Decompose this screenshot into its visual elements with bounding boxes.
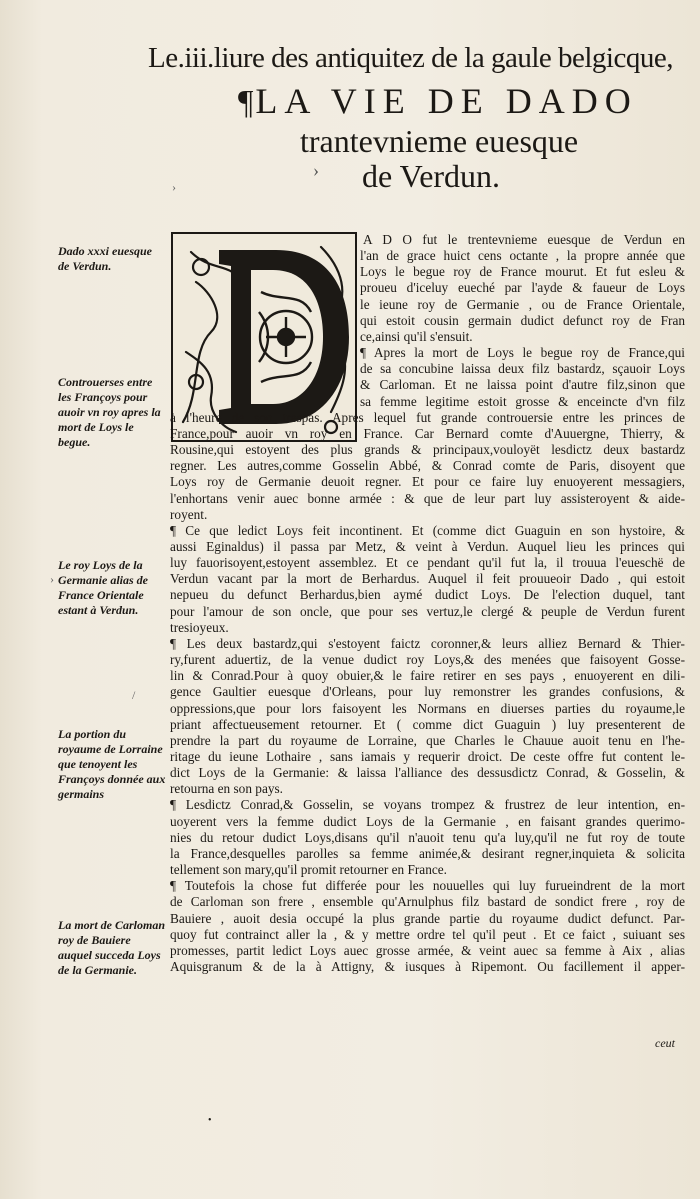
text-line: royent.	[170, 506, 208, 522]
text-line: aussi Eginaldus) il passa par Metz, & veint à Verdun. Auquel lieu les princes qui	[170, 538, 685, 554]
pilcrow-icon: ¶	[238, 84, 256, 121]
margin-note-controverses: Controuerses entre les Françoys pour auoir vn roy apres la mort de Loys le begue.	[58, 375, 161, 449]
margin-note-carloman: La mort de Carloman roy de Bauiere auquel succeda Loys de la Germanie.	[58, 918, 166, 977]
text-line: Aquisgranum & de la à Attigny, & iusques à Ripemont. Ou facillement il apper-	[170, 959, 685, 975]
text-line: uoyerent vers la femme dudict Loys de la Germanie , en faisant grandes querimo-	[170, 813, 685, 829]
text-line: Loys le begue roy de France mourut. Et fut esleu &	[360, 264, 685, 280]
text-line: sa femme legitime estoit grosse & enceincte d'vn filz	[360, 393, 685, 409]
text-line: ce,ainsi qu'il s'ensuit.	[360, 328, 473, 344]
text-line: ritage du ieune Lothaire , sans iamais y requerir droict. De ceste offre fut content le-	[170, 749, 685, 764]
margin-note-dado: Dado xxxi euesque de Verdun.	[58, 244, 152, 273]
text-line: pour l'amour de son oncle, que pour ses vertuz,le clergé & peuple de Verdun furent	[170, 603, 685, 619]
text-line: luy fauorisoyent,estoyent assemblez. Et ce pendant qu'il fut la, il trouua l'eueschë de	[170, 555, 685, 571]
text-line: de Carloman son frere , ensemble qu'Arnulphus filz bastard de sondict frere , roy de	[170, 894, 685, 910]
text-line: ¶ Lesdictz Conrad,& Gosselin, se voyans trompez & frustrez de leur intention, en-	[170, 797, 685, 813]
margin-tick-mark: ›	[50, 572, 54, 586]
chapter-title-line-1	[238, 80, 638, 122]
margin-tick-mark: ›	[172, 180, 176, 194]
text-line: priant affectueusement retourner. Et ( comme dict Guaguin ) luy presenterent de	[170, 716, 685, 732]
text-line: proueu d'iceluy eueché par l'ayde & faueur de Loys	[360, 280, 685, 296]
text-line: Bauiere , auoit desia occupé la plus grande partie du royaume dudict defunct. Par-	[170, 910, 685, 926]
text-line: prendre la part du royaume de Lorraine, que Charles le Chauue auoit tenu en l'he-	[170, 732, 685, 748]
text-line: ry,furent aduertiz, de la venue dudict roy Loys,& des menées que faisoyent Gosse-	[170, 652, 685, 668]
catchword: ceut	[655, 1036, 675, 1050]
text-line: ¶ Ce que ledict Loys feit incontinent. Et (comme dict Guaguin en son hystoire, &	[170, 522, 685, 538]
text-line: ¶ Apres la mort de Loys le begue roy de France,qui	[360, 345, 685, 361]
text-line: l'an de grace huict cens octante , la propre année que	[360, 248, 685, 264]
text-line: gence Gaultier euesque d'Orleans, pour luy remonstrer les grandes confusions, &	[170, 684, 685, 700]
text-line: Loys roy de Germanie deuoit regner. Et pour ce faire luy enuoyerent messagiers,	[170, 474, 685, 490]
text-line: lin & Conrad.Pour à quoy obuier,& le faire retirer en ses pays , enuoyerent en dili-	[170, 668, 685, 684]
text-line: quoy fut contrainct aller la , & y mettre ordre tel qu'il peut . Et ce faict , suiuant ses	[170, 926, 685, 942]
chapter-title-line-2: trantevnieme euesque	[300, 123, 579, 159]
text-line: tellement son mary,qu'il promit retourner en France.	[170, 862, 447, 878]
text-line: nies du retour dudict Loys,disans qu'il n'auoit tenu qu'a luy,qu'il ne fut roy de toute	[170, 829, 685, 845]
running-head: Le.iii.liure des antiquitez de la gaule belgicque,	[148, 42, 673, 74]
text-line: Rousine,qui estoyent des plus grands & principaux,vouloyët lesdictz deux bastardz	[170, 442, 685, 458]
text-line: tresioyeux.	[170, 619, 229, 635]
text-line: France,pour auoir vn roy en France. Car Bernard comte d'Auuergne, Thierry, &	[170, 425, 685, 441]
text-line: le ieune roy de Germanie , ou de France Orientale,	[360, 296, 685, 312]
text-line: nepueu du defunct Berhardus,bien aymé dudict Loys. De l'election duquel, tant	[170, 587, 685, 603]
text-line: l'enhortans venir auec bonne armée : & que de leur part luy assisteroyent & aide-	[170, 490, 685, 506]
text-line: oppressions,que pour lors faisoyent les Normans en diuerses parties du royaume,le	[170, 700, 685, 716]
text-line: la France,desquelles parolles sa femme animée,& desirant regner,inquieta & solicita	[170, 845, 685, 861]
text-line: & Carloman. Et ne laissa point d'autre filz,sinon que	[360, 377, 685, 393]
text-line: A D O fut le trentevnieme euesque de Verdun en	[363, 232, 685, 247]
page-speck: •	[208, 1115, 212, 1126]
text-line: ¶ Toutefois la chose fut differée pour les nouuelles qui luy furueindrent de la mort	[170, 878, 685, 894]
text-line: regner. Les autres,comme Gosselin Abbé, & Conrad comte de Paris, disoyent que	[170, 458, 685, 474]
text-line: qui estoit cousin germain dudict defunct roy de Fran	[360, 312, 685, 328]
text-line: dict Loys de la Germanie: & laissa l'alliance des dessusdictz Conrad, & Gosselin, &	[170, 765, 685, 781]
chapter-title-text: LA VIE DE DADO	[255, 81, 638, 121]
text-line: ¶ Les deux bastardz,qui s'estoyent faictz coronner,& leurs alliez Bernard & Thier-	[170, 635, 685, 651]
text-line: de sa concubine laissa deux filz bastardz, sçauoir Loys	[360, 361, 685, 377]
margin-tick-mark: /	[132, 688, 136, 702]
margin-note-roy-loys: Le roy Loys de la Germanie alias de France Orientale estant à Verdun.	[58, 558, 148, 617]
printer-mark-icon: ›	[313, 160, 319, 180]
text-line: Verdun vacant par la mort de Berhardus. Auquel il feit prouueoir Dado , qui estoit	[170, 571, 685, 587]
text-line: promesses, partit ledict Loys auec grosse armée, & veint auec sa femme à Aix , alias	[170, 942, 685, 958]
body-text	[170, 232, 685, 975]
margin-note-lorraine: La portion du royaume de Lorraine que tenoyent les Françoys donnée aux germains	[58, 727, 166, 801]
text-line: retourna en son pays.	[170, 781, 283, 797]
text-line: à l'heure de son trespas. Apres lequel fut grande controuersie entre les princes de	[170, 409, 685, 425]
chapter-title-line-3: de Verdun.	[362, 158, 501, 194]
